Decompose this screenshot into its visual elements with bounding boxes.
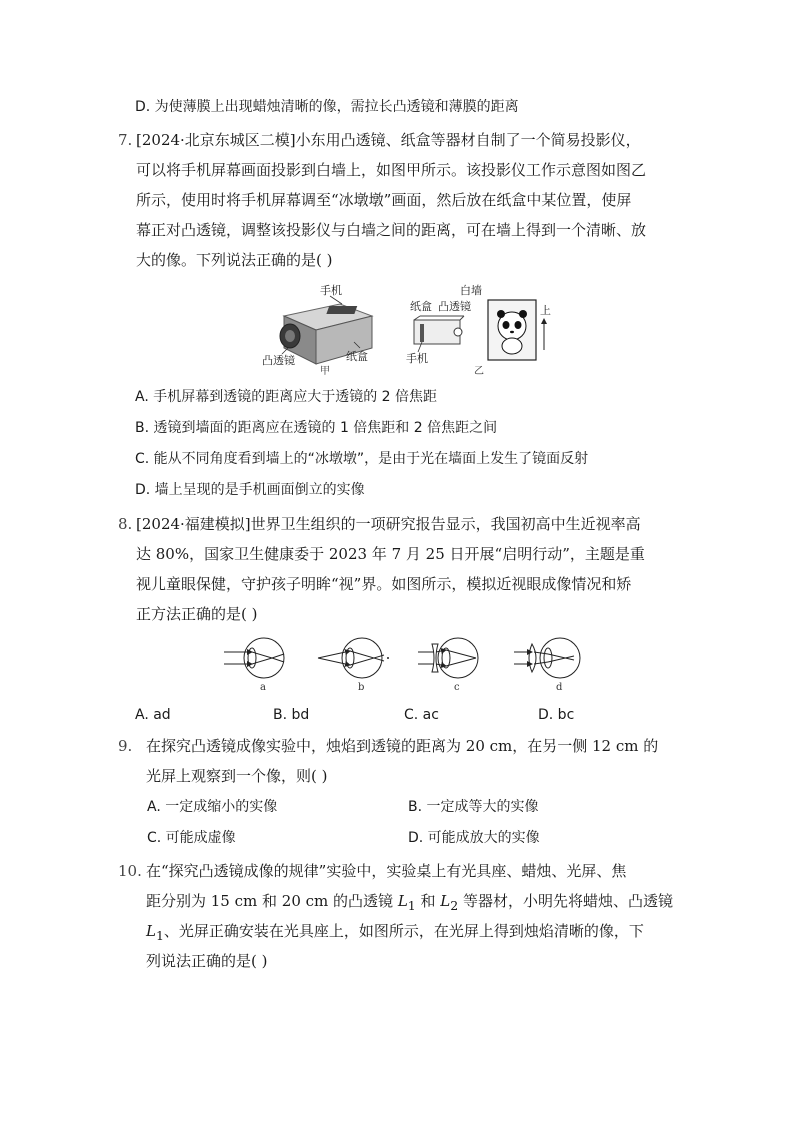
fig-yi-wall-label: 白墙	[460, 284, 482, 297]
q7-option-b: B. 透镜到墙面的距离应在透镜的 1 倍焦距和 2 倍焦距之间	[135, 420, 498, 436]
eye-label-a: a	[260, 682, 266, 693]
eye-diagram-a	[224, 638, 284, 693]
q7-line-3: 所示，使用时将手机屏幕调至“冰墩墩”画面，然后放在纸盒中某位置，使屏	[136, 191, 632, 209]
q8-line-1: [2024·福建模拟]世界卫生组织的一项研究报告显示，我国初高中生近视率高	[136, 515, 641, 533]
q9-number: 9.	[118, 737, 133, 755]
q8-line-2: 达 80%，国家卫生健康委于 2023 年 7 月 25 日开展“启明行动”，主题是重	[136, 545, 645, 563]
lens-l2: L	[440, 892, 451, 910]
fig-yi-phone-label: 手机	[406, 352, 428, 365]
q7-figure-jia	[262, 282, 398, 377]
fig-yi-lens-label: 凸透镜	[438, 300, 471, 313]
q9-line-2: 光屏上观察到一个像，则( )	[146, 767, 328, 785]
q10-number: 10.	[118, 862, 142, 880]
q10-line-2a: 距分别为 15 cm 和 20 cm 的凸透镜	[146, 892, 398, 910]
fig-yi-caption: 乙	[474, 366, 484, 377]
q8-eye-diagrams	[222, 630, 592, 696]
q10-line-2	[146, 891, 673, 916]
q7-figure-yi	[408, 280, 558, 376]
q8-number: 8.	[118, 515, 133, 533]
eye-diagram-d	[514, 638, 580, 693]
q9-option-c: C. 可能成虚像	[147, 830, 236, 846]
q10-line-4: 列说法正确的是( )	[146, 952, 268, 970]
lens-l2-sub: 2	[450, 898, 459, 913]
eye-diagram-b	[318, 638, 389, 693]
q7-number: 7.	[118, 131, 133, 149]
q10-line-2b: 等器材，小明先将蜡烛、凸透镜	[458, 892, 673, 910]
q9-line-1: 在探究凸透镜成像实验中，烛焰到透镜的距离为 20 cm，在另一侧 12 cm 的	[146, 737, 659, 755]
lens-l1: L	[397, 892, 408, 910]
q8-line-4: 正方法正确的是( )	[136, 605, 258, 623]
lens-l1-ref-sub: 1	[155, 928, 164, 943]
eye-label-d: d	[556, 682, 563, 693]
q9-option-b: B. 一定成等大的实像	[408, 799, 539, 815]
q8-option-d: D. bc	[538, 707, 575, 723]
q9-option-a: A. 一定成缩小的实像	[147, 799, 278, 815]
eye-diagram-c	[418, 638, 478, 693]
fig-yi-box-label: 纸盒	[410, 300, 432, 313]
q7-option-d: D. 墙上呈现的是手机画面倒立的实像	[135, 482, 365, 498]
eye-label-c: c	[454, 682, 460, 693]
q8-option-b: B. bd	[273, 707, 310, 723]
q8-option-c: C. ac	[404, 707, 439, 723]
q10-line-3b: 、光屏正确安装在光具座上，如图所示，在光屏上得到烛焰清晰的像，下	[163, 922, 644, 940]
q8-line-3: 视儿童眼保健，守护孩子明眸“视”界。如图所示，模拟近视眼成像情况和矫	[136, 575, 632, 593]
q7-option-c: C. 能从不同角度看到墙上的“冰墩墩”，是由于光在墙面上发生了镜面反射	[135, 451, 589, 467]
q8-option-a: A. ad	[135, 707, 171, 723]
q7-line-4: 幕正对凸透镜，调整该投影仪与白墙之间的距离，可在墙上得到一个清晰、放	[136, 221, 647, 239]
fig-jia-phone-label: 手机	[320, 284, 342, 297]
q7-line-2: 可以将手机屏幕画面投影到白墙上，如图甲所示。该投影仪工作示意图如图乙	[136, 161, 647, 179]
lens-l1-ref: L	[146, 922, 156, 940]
q7-line-1: [2024·北京东城区二模]小东用凸透镜、纸盒等器材自制了一个简易投影仪，	[136, 131, 641, 149]
eye-label-b: b	[358, 682, 365, 693]
q7-line-5: 大的像。下列说法正确的是( )	[136, 251, 333, 269]
q6-option-d: D. 为使薄膜上出现蜡烛清晰的像，需拉长凸透镜和薄膜的距离	[135, 99, 519, 115]
fig-jia-caption: 甲	[320, 366, 330, 377]
q7-option-a: A. 手机屏幕到透镜的距离应大于透镜的 2 倍焦距	[135, 389, 438, 405]
fig-yi-up-label: 上	[540, 304, 551, 317]
q9-option-d: D. 可能成放大的实像	[408, 830, 540, 846]
fig-jia-lens-label: 凸透镜	[262, 354, 295, 367]
fig-jia-box-label: 纸盒	[346, 350, 368, 363]
q10-line-1: 在“探究凸透镜成像的规律”实验中，实验桌上有光具座、蜡烛、光屏、焦	[146, 862, 627, 880]
lens-l1-sub: 1	[407, 898, 416, 913]
q10-and: 和	[415, 892, 441, 910]
q10-line-3	[146, 921, 644, 946]
